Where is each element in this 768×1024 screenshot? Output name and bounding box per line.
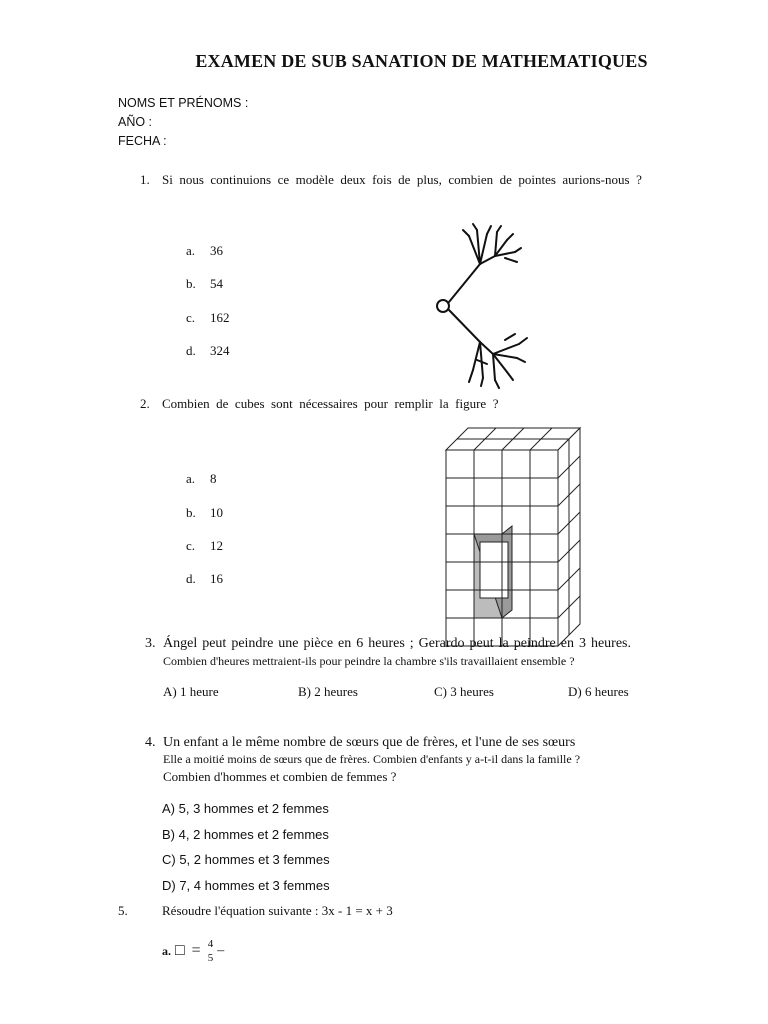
cube-stack-figure [444, 426, 594, 608]
question-5-text: Résoudre l'équation suivante : 3x - 1 = x + 3 [162, 903, 393, 918]
q4-answer-c[interactable]: C) 5, 2 hommes et 3 femmes [162, 852, 330, 867]
fraction-numerator: 4 [207, 938, 214, 950]
question-2 [140, 396, 740, 414]
fraction-denominator: 5 [207, 952, 214, 964]
question-1 [140, 172, 740, 190]
question-5-number: 5. [118, 903, 128, 918]
field-date: FECHA : [118, 134, 167, 148]
question-text-line3: Combien d'hommes et combien de femmes ? [163, 769, 397, 784]
trailing-dash: – [217, 943, 225, 958]
option-letter: a. [162, 943, 171, 958]
fraction [208, 937, 214, 965]
question-number: 3. [145, 636, 156, 651]
q3-answer-a[interactable]: A) 1 heure [163, 684, 219, 699]
question-text: Combien de cubes sont nécessaires pour remplir la figure ? [162, 396, 499, 411]
q4-answer-b[interactable]: B) 4, 2 hommes et 2 femmes [162, 827, 329, 842]
q3-answer-d[interactable]: D) 6 heures [568, 684, 629, 699]
question-text-line2: Combien d'heures mettraient-ils pour peindre la chambre s'ils travaillaient ensemble ? [163, 654, 575, 668]
field-names: NOMS ET PRÉNOMS : [118, 96, 249, 110]
equals-sign: = [191, 942, 201, 959]
question-number: 2. [140, 396, 150, 411]
question-text-line1: Ángel peut peindre une pièce en 6 heures ; Gerardo peut la peindre en 3 heures. [163, 636, 631, 651]
question-text-line1: Un enfant a le même nombre de sœurs que de frères, et l'une de ses sœurs [163, 735, 576, 750]
question-number: 1. [140, 172, 150, 187]
q3-answers [0, 684, 768, 704]
branching-pattern-figure [425, 222, 535, 390]
field-year: AÑO : [118, 115, 153, 129]
q5-option-a[interactable] [162, 934, 224, 968]
page-title: EXAMEN DE SUB SANATION DE MATHEMATIQUES [195, 51, 648, 71]
q4-answer-d[interactable]: D) 7, 4 hommes et 3 femmes [162, 878, 330, 893]
q3-answer-b[interactable]: B) 2 heures [298, 684, 358, 699]
question-text-line2: Elle a moitié moins de sœurs que de frères. Combien d'enfants y a-t-il dans la famille ? [163, 752, 581, 766]
question-number: 4. [145, 735, 156, 750]
q3-answer-c[interactable]: C) 3 heures [434, 684, 494, 699]
empty-box-glyph: □ [175, 942, 185, 959]
question-text: Si nous continuions ce modèle deux fois de plus, combien de pointes aurions-nous ? [162, 172, 642, 187]
q4-answer-a[interactable]: A) 5, 3 hommes et 2 femmes [162, 801, 329, 816]
